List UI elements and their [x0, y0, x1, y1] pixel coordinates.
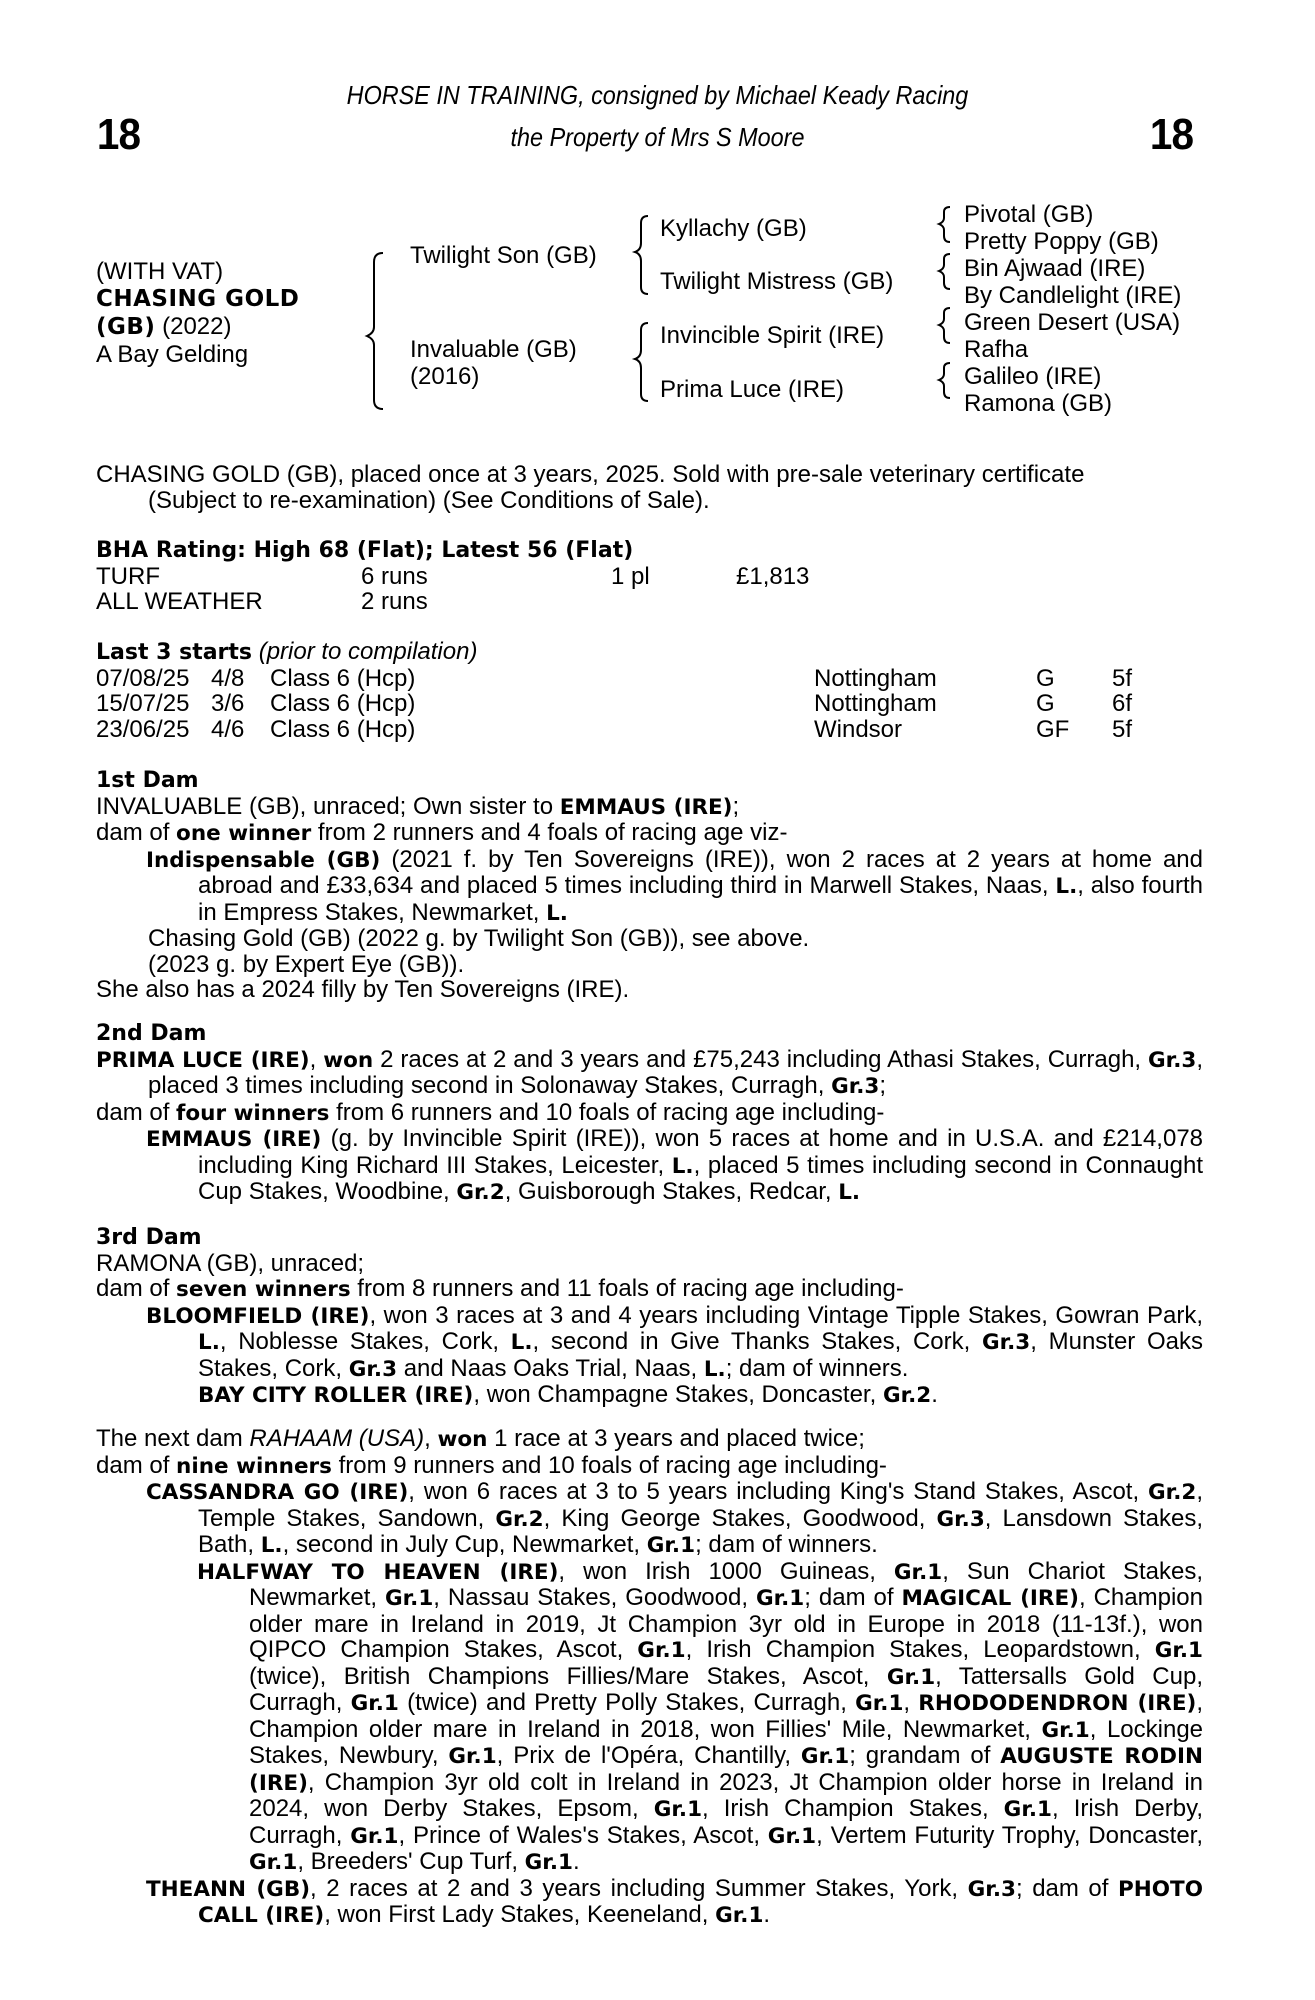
text-run: ; dam of winners. [695, 1531, 878, 1558]
text-run: from 9 runners and 10 foals of racing age including- [331, 1451, 887, 1479]
text-run: THEANN (GB) [146, 1876, 311, 1902]
summary-line1: CHASING GOLD (GB), placed once at 3 years, 2025. Sold with pre-sale veterinary certificate [96, 461, 1085, 488]
property-owner: the Property of Mrs S Moore [510, 122, 805, 152]
start-date: 07/08/25 [96, 664, 190, 692]
text-run: Gr.1 [646, 1533, 696, 1558]
lot-number-left: 18 [96, 110, 141, 159]
text-run: HALFWAY TO HEAVEN (IRE) [197, 1559, 559, 1585]
start-position: 3/6 [211, 690, 245, 717]
pedigree-sire-sire: Kyllachy (GB) [660, 215, 807, 242]
rating-row-turf [96, 564, 1203, 590]
text-run: , Lockinge Stakes, Newbury, [249, 1715, 1204, 1769]
first-dam-section [96, 767, 1203, 1003]
text-run: , won 6 races at 3 to 5 years including King's Stand Stakes, Ascot, [408, 1478, 1149, 1505]
produce-entry [96, 847, 1203, 927]
text-run: MAGICAL (IRE) [901, 1586, 1079, 1611]
text-run: , Tattersalls Gold Cup, Curragh, [249, 1662, 1203, 1716]
pedigree-dam-sire: Invincible Spirit (IRE) [660, 322, 885, 349]
pedigree-dam-year: (2016) [410, 363, 480, 390]
bracket-g3-3 [939, 308, 950, 343]
pedigree-sire-dam: Twilight Mistress (GB) [660, 268, 894, 295]
last-starts-section [96, 639, 1203, 742]
lot-number-right: 18 [1149, 110, 1194, 159]
start-going: G [1036, 664, 1055, 692]
text-run: Gr.1 [886, 1664, 936, 1690]
pedigree-g3-8: Ramona (GB) [964, 390, 1113, 417]
pedigree-sire: Twilight Son (GB) [410, 242, 597, 269]
first-dam-note: She also has a 2024 filly by Ten Sovereigns (IRE). [96, 976, 630, 1003]
text-run: , Irish Champion Stakes, Leopardstown, [685, 1636, 1155, 1663]
text-run: , Guisborough Stakes, Redcar, [504, 1178, 839, 1205]
pedigree-brackets [0, 0, 1315, 420]
text-run: 2 races at 2 and 3 years and £75,243 including Athasi Stakes, Curragh, [373, 1045, 1149, 1073]
start-date: 23/06/25 [96, 715, 190, 743]
text-run: , Champion 3yr old colt in Ireland in 2023, Jt Champion older horse in Ireland in 2024, won Derby Stakes, Epsom, [249, 1768, 1203, 1822]
text-run: , 2 races at 2 and 3 years including Summer Stakes, York, [310, 1874, 968, 1902]
last-starts-heading: Last 3 starts [96, 640, 253, 665]
text-run: ; dam of winners. [725, 1354, 909, 1382]
produce-entry [96, 1303, 1203, 1383]
text-run: Gr.1 [715, 1903, 764, 1928]
text-run: , also fourth in Empress Stakes, Newmarket, [198, 872, 1203, 926]
bracket-g3-2 [939, 254, 950, 289]
text-run: Gr.1 [350, 1823, 399, 1849]
text-run: L. [510, 1330, 533, 1355]
text-run: nine winners [176, 1453, 332, 1479]
text-run: , Nassau Stakes, Goodwood, [433, 1584, 756, 1611]
text-run: , [309, 1045, 324, 1073]
text-run: Gr.1 [350, 1691, 399, 1716]
horse-description: A Bay Gelding [96, 341, 249, 368]
text-run: Gr.1 [637, 1638, 686, 1663]
start-row [96, 666, 1203, 692]
text-run: Gr.1 [653, 1797, 703, 1822]
text-run: from 2 runners and 4 foals of racing age viz- [311, 819, 788, 846]
text-run: Gr.2 [882, 1383, 932, 1408]
text-run: from 8 runners and 11 foals of racing age including- [350, 1275, 904, 1302]
text-run: Gr.3 [967, 1876, 1016, 1902]
text-run: , [903, 1689, 919, 1716]
start-class: Class 6 (Hcp) [270, 664, 416, 692]
summary-line2: (Subject to re-examination) (See Conditions of Sale). [148, 486, 710, 514]
text-run: dam of [96, 1451, 177, 1479]
first-dam-heading: 1st Dam [96, 768, 199, 793]
text-run: EMMAUS (IRE) [146, 1127, 322, 1152]
text-run: ; dam of [804, 1584, 902, 1611]
text-run: Gr.3 [348, 1356, 398, 1382]
start-distance: 6f [1112, 690, 1133, 717]
produce-entry: Chasing Gold (GB) (2022 g. by Twilight Son (GB)), see above. [148, 925, 810, 952]
third-dam-section [96, 1224, 1203, 1409]
text-run: Gr.2 [495, 1506, 544, 1532]
text-run: , second in July Cup, Newmarket, [282, 1531, 647, 1558]
text-run: . [931, 1381, 938, 1408]
text-run: (g. by Invincible Spirit (IRE)), won 5 races at home and in U.S.A. and £214,078 including King Richard III Stakes, Leicester, [198, 1125, 1204, 1179]
text-run: Gr.3 [981, 1330, 1031, 1355]
start-course: Nottingham [814, 690, 937, 717]
text-run: , Irish Champion Stakes, [702, 1795, 1004, 1822]
text-run: , Munster Oaks Stakes, Cork, [198, 1328, 1203, 1382]
text-run: L. [671, 1153, 694, 1179]
text-run: RAHAAM (USA) [249, 1425, 425, 1452]
start-row [96, 717, 1203, 743]
start-class: Class 6 (Hcp) [270, 715, 416, 743]
text-run: INVALUABLE (GB), unraced; Own sister to [96, 792, 560, 820]
text-run: , placed 5 times including second in Connaught Cup Stakes, Woodbine, [198, 1151, 1203, 1205]
text-run: Gr.1 [1003, 1797, 1052, 1822]
produce-entry [96, 1126, 1203, 1206]
text-run: (twice) and Pretty Polly Stakes, Curragh, [398, 1689, 856, 1716]
text-run: , Sun Chariot Stakes, Newmarket, [249, 1557, 1204, 1611]
text-run: L. [260, 1533, 283, 1558]
consignment-title: HORSE IN TRAINING, consigned by Michael Keady Racing [346, 80, 969, 110]
text-run: Gr.1 [893, 1559, 943, 1585]
text-run: , Champion older mare in Ireland in 2018, won Fillies' Mile, Newmarket, [249, 1689, 1204, 1743]
second-dam-section [96, 1020, 1203, 1206]
text-run: , won First Lady Stakes, Keeneland, [324, 1901, 716, 1928]
text-run: L. [1055, 874, 1078, 899]
placed: 1 pl [611, 562, 650, 590]
text-run: Gr.1 [1041, 1717, 1090, 1743]
third-dam-produce-summary [96, 1276, 1203, 1303]
text-run: Gr.3 [936, 1506, 985, 1532]
rating-section [96, 537, 1203, 615]
surface: TURF [96, 562, 160, 590]
text-run: , Prix de l'Opéra, Chantilly, [496, 1742, 801, 1769]
text-run: . [572, 1848, 580, 1875]
text-run: Gr.3 [831, 1074, 880, 1099]
text-run: CASSANDRA GO (IRE) [146, 1480, 409, 1505]
rating-row-aw [96, 589, 1203, 615]
text-run: one winner [176, 821, 312, 846]
text-run: , Irish Derby, Curragh, [249, 1795, 1203, 1849]
text-run: Gr.1 [1154, 1638, 1203, 1663]
text-run: , Breeders' Cup Turf, [297, 1848, 525, 1875]
bracket-sire [635, 216, 648, 294]
next-dam-line [96, 1426, 1203, 1453]
text-run: Gr.1 [524, 1850, 573, 1875]
text-run: (twice), British Champions Fillies/Mare Stakes, Ascot, [249, 1662, 887, 1690]
produce-entry [96, 1479, 1203, 1559]
produce-entry [96, 1876, 1203, 1929]
text-run: dam of [96, 1275, 177, 1302]
runs: 6 runs [361, 562, 428, 590]
start-course: Windsor [814, 715, 903, 743]
text-run: , won Irish 1000 Guineas, [558, 1557, 894, 1585]
text-run: won [323, 1047, 374, 1073]
horse-name: CHASING GOLD [96, 286, 300, 312]
start-distance: 5f [1112, 664, 1133, 692]
start-course: Nottingham [814, 664, 937, 692]
text-run: Gr.3 [1148, 1047, 1197, 1073]
text-run: , Prince of Wales's Stakes, Ascot, [398, 1821, 768, 1849]
text-run: Gr.1 [448, 1744, 497, 1769]
third-dam-heading: 3rd Dam [96, 1225, 202, 1250]
next-dam-produce-summary [96, 1453, 1203, 1480]
text-run: , Temple Stakes, Sandown, [198, 1478, 1203, 1532]
pedigree-g3-5: Green Desert (USA) [964, 309, 1181, 336]
start-going: G [1036, 690, 1055, 717]
text-run: EMMAUS (IRE) [559, 794, 733, 820]
pedigree-dam-dam: Prima Luce (IRE) [660, 376, 845, 403]
start-date: 15/07/25 [96, 690, 190, 717]
text-run: , placed 3 times including second in Solonaway Stakes, Curragh, [148, 1045, 1204, 1099]
text-run: ; grandam of [849, 1742, 1001, 1769]
runs: 2 runs [361, 588, 428, 615]
text-run: BLOOMFIELD (IRE) [146, 1303, 370, 1329]
text-run: seven winners [176, 1277, 351, 1302]
text-run: , [424, 1425, 438, 1452]
start-row [96, 691, 1203, 717]
text-run: The next dam [96, 1425, 250, 1452]
third-dam-line: RAMONA (GB), unraced; [96, 1249, 365, 1277]
text-run: . [763, 1901, 771, 1928]
text-run: dam of [96, 1098, 177, 1126]
text-run: L. [838, 1180, 861, 1205]
start-position: 4/6 [211, 715, 245, 743]
bracket-g3-4 [939, 363, 950, 398]
text-run: (2021 f. by Ten Sovereigns (IRE)), won 2 races at 2 years at home and abroad and £33,634 and placed 5 times including third in Marwell Stakes, Naas, [198, 845, 1203, 899]
text-run: Gr.1 [767, 1823, 817, 1849]
next-dam-section [96, 1426, 1203, 1929]
text-run: Gr.2 [1148, 1480, 1197, 1505]
text-run: RHODODENDRON (IRE) [918, 1691, 1197, 1716]
pedigree-g3-2: Pretty Poppy (GB) [964, 228, 1159, 255]
text-run: PRIMA LUCE (IRE) [96, 1047, 310, 1073]
text-run: Gr.1 [800, 1744, 850, 1769]
text-run: , won Champagne Stakes, Doncaster, [473, 1381, 883, 1408]
text-run: , Vertem Futurity Trophy, Doncaster, [816, 1821, 1204, 1849]
text-run: 1 race at 3 years and placed twice; [487, 1425, 865, 1452]
bracket-g3-1 [939, 207, 950, 242]
text-run: , Noblesse Stakes, Cork, [219, 1328, 511, 1355]
start-class: Class 6 (Hcp) [270, 690, 416, 717]
bracket-gen1 [367, 253, 383, 409]
start-going: GF [1036, 715, 1070, 743]
horse-country: (GB) [96, 314, 156, 340]
pedigree-g3-4: By Candlelight (IRE) [964, 282, 1182, 309]
surface: ALL WEATHER [96, 588, 263, 615]
bha-rating: BHA Rating: High 68 (Flat); Latest 56 (Flat) [96, 538, 634, 563]
text-run: ; dam of [1015, 1874, 1119, 1902]
first-dam-line [96, 794, 1203, 821]
text-run: AUGUSTE RODIN (IRE) [249, 1744, 1203, 1796]
produce-entry: (2023 g. by Expert Eye (GB)). [148, 950, 465, 978]
produce-entry [96, 1382, 1203, 1409]
text-run: Gr.1 [855, 1691, 904, 1716]
start-distance: 5f [1112, 715, 1133, 743]
text-run: L. [198, 1330, 220, 1355]
first-dam-produce-summary [96, 820, 1203, 847]
text-run: BAY CITY ROLLER (IRE) [198, 1383, 474, 1408]
text-run: , Champion older mare in Ireland in 2019, Jt Champion 3yr old in Europe in 2018 (11-13f.), won QIPCO Champion Stakes, Ascot, [249, 1584, 1203, 1663]
text-run: Gr.1 [384, 1586, 434, 1611]
start-position: 4/8 [211, 664, 245, 692]
pedigree-g3-6: Rafha [964, 336, 1029, 363]
text-run: won [437, 1427, 488, 1452]
second-dam-produce-summary [96, 1100, 1203, 1127]
pedigree-dam: Invaluable (GB) [410, 336, 577, 363]
text-run: Gr.1 [249, 1850, 298, 1875]
text-run: ; [732, 792, 740, 820]
pedigree-g3-7: Galileo (IRE) [964, 363, 1102, 390]
earnings: £1,813 [736, 562, 810, 590]
produce-entry [96, 1559, 1203, 1876]
text-run: and Naas Oaks Trial, Naas, [397, 1354, 704, 1382]
second-dam-heading: 2nd Dam [96, 1021, 207, 1046]
text-run: dam of [96, 819, 177, 846]
vat-note: (WITH VAT) [96, 258, 224, 285]
text-run: , Lansdown Stakes, Bath, [198, 1504, 1204, 1558]
text-run: L. [703, 1356, 726, 1382]
text-run: L. [546, 900, 568, 926]
text-run: , second in Give Thanks Stakes, Cork, [532, 1328, 982, 1355]
pedigree-g3-3: Bin Ajwaad (IRE) [964, 255, 1146, 282]
horse-year: (2022) [162, 313, 232, 340]
text-run: , won 3 races at 3 and 4 years including Vintage Tipple Stakes, Gowran Park, [369, 1301, 1204, 1329]
bracket-dam [635, 323, 648, 401]
summary-section [96, 462, 1203, 513]
text-run: Gr.1 [755, 1586, 805, 1611]
text-run: , King George Stakes, Goodwood, [543, 1504, 937, 1532]
text-run: Gr.2 [456, 1180, 505, 1205]
last-starts-note: (prior to compilation) [258, 638, 478, 665]
text-run: Indispensable (GB) [146, 847, 381, 873]
text-run: PHOTO CALL (IRE) [198, 1876, 1203, 1928]
text-run: ; [879, 1072, 887, 1099]
text-run: four winners [176, 1100, 330, 1126]
text-run: from 6 runners and 10 foals of racing age including- [329, 1098, 885, 1126]
second-dam-line [96, 1047, 1203, 1100]
pedigree-g3-1: Pivotal (GB) [964, 201, 1094, 228]
